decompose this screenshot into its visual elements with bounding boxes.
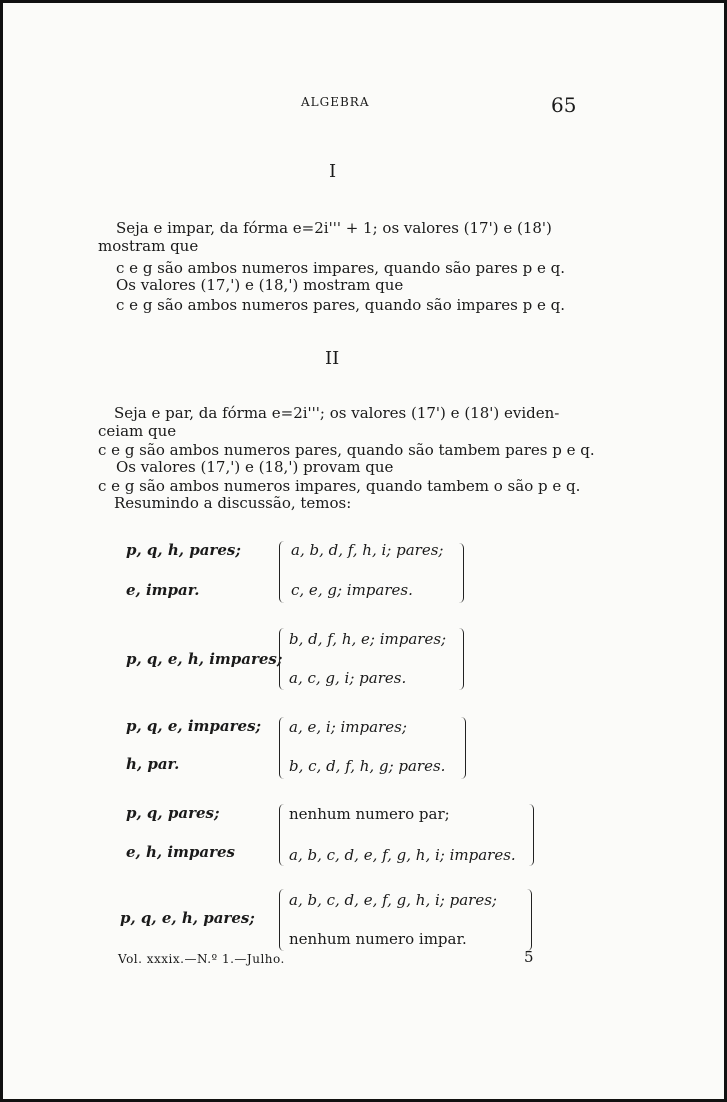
case5-open-brace: [279, 889, 286, 951]
case1-right-line2: c, e, g; impares.: [291, 581, 413, 599]
section1-line5: c e g são ambos numeros pares, quando são impares p e q.: [116, 296, 565, 314]
case4-close-brace: [527, 804, 534, 866]
case2-open-brace: [279, 628, 286, 690]
case1-open-brace: [279, 541, 286, 603]
case2-left-line1: p, q, e, h, impares;: [126, 650, 283, 668]
case3-open-brace: [279, 717, 286, 779]
case4-open-brace: [279, 804, 286, 866]
case5-right-line2: nenhum numero impar.: [289, 930, 467, 948]
case4-left-line1: p, q, pares;: [126, 804, 220, 822]
case3-right-line1: a, e, i; impares;: [289, 718, 407, 736]
section2-line5: c e g são ambos numeros impares, quando tambem o são p e q.: [98, 477, 581, 495]
case5-close-brace: [525, 889, 532, 951]
case5-left-line1: p, q, e, h, pares;: [120, 909, 255, 927]
section2-line1: Seja e par, da fórma e=2i'''; os valores (17') e (18') eviden-: [114, 404, 560, 422]
page-number: 65: [551, 93, 577, 117]
case2-right-line1: b, d, f, h, e; impares;: [289, 630, 447, 648]
case1-left-line1: p, q, h, pares;: [126, 541, 241, 559]
case5-right-line1: a, b, c, d, e, f, g, h, i; pares;: [289, 891, 497, 909]
running-title: ALGEBRA: [301, 95, 370, 109]
section2-line6: Resumindo a discussão, temos:: [114, 494, 352, 512]
case4-right-line2: a, b, c, d, e, f, g, h, i; impares.: [289, 846, 516, 864]
case2-right-line2: a, c, g, i; pares.: [289, 669, 407, 687]
case3-left-line1: p, q, e, impares;: [126, 717, 262, 735]
section-numeral-2: II: [325, 348, 340, 369]
case1-left-line2: e, impar.: [126, 581, 200, 599]
case4-right-line1: nenhum numero par;: [289, 805, 450, 823]
case2-close-brace: [457, 628, 464, 690]
section1-line2: mostram que: [98, 237, 199, 255]
section1-line1: Seja e impar, da fórma e=2i''' + 1; os valores (17') e (18'): [116, 219, 552, 237]
footer-signature: 5: [524, 948, 535, 966]
section2-line4: Os valores (17,') e (18,') provam que: [116, 458, 394, 476]
case3-left-line2: h, par.: [126, 755, 180, 773]
case1-right-line1: a, b, d, f, h, i; pares;: [291, 541, 444, 559]
case1-close-brace: [457, 543, 464, 603]
section2-line2: ceiam que: [98, 422, 177, 440]
section1-line4: Os valores (17,') e (18,') mostram que: [116, 276, 404, 294]
case3-close-brace: [459, 717, 466, 779]
section1-line3: c e g são ambos numeros impares, quando são pares p e q.: [116, 259, 565, 277]
case4-left-line2: e, h, impares: [126, 843, 236, 861]
section-numeral-1: I: [329, 161, 337, 182]
section2-line3: c e g são ambos numeros pares, quando são tambem pares p e q.: [98, 441, 595, 459]
footer-volume: Vol. xxxix.—N.º 1.—Julho.: [118, 952, 285, 966]
case3-right-line2: b, c, d, f, h, g; pares.: [289, 757, 446, 775]
